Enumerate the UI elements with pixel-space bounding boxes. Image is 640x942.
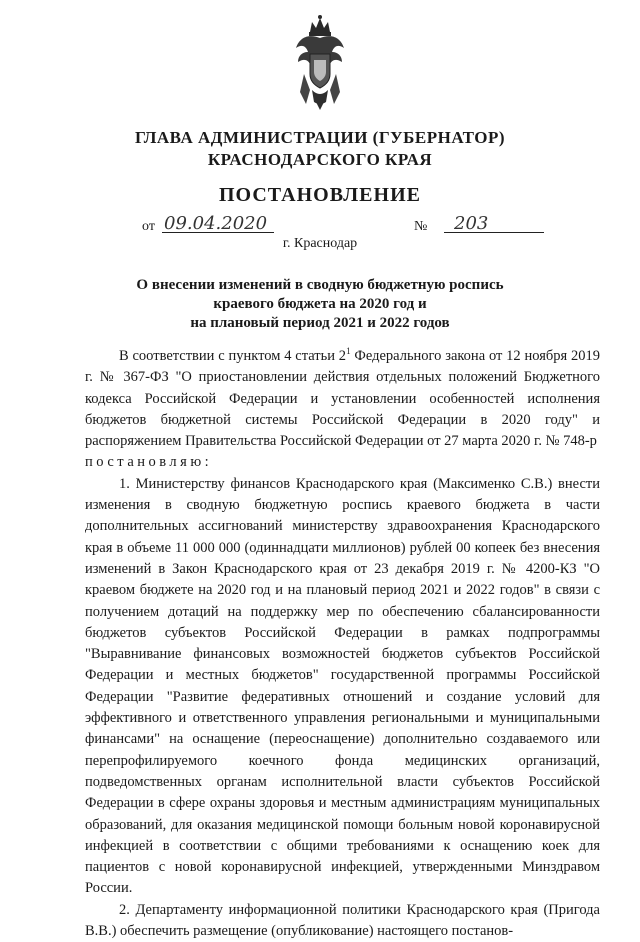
item-2-paragraph: 2. Департаменту информационной политики Краснодарского края (Пригода В.В.) обеспечить размещение (опубликование) настоящего постанов- — [85, 901, 600, 940]
subject-line-3: на плановый период 2021 и 2022 годов — [190, 315, 450, 331]
document-type-title: ПОСТАНОВЛЕНИЕ — [219, 184, 421, 206]
subject-line-1: О внесении изменений в сводную бюджетную роспись — [136, 277, 504, 293]
preamble-text-b: Федерального закона от 12 ноября 2019 г. № 367-ФЗ "О приостановлении действия отдельных положений Бюджетного кодекса Российской Федерации и установлении особенностей исполнения бюджетов бюджетной системы Российской Федерации в 2020 году" и распоряжением Правительства Российской Федерации от 27 марта 2020 г. № 748-р — [85, 348, 600, 450]
document-date — [142, 213, 282, 237]
preamble-text-a: В соответствии с пунктом 4 статьи 2 — [119, 348, 347, 364]
decree-word: постановляю: — [85, 454, 213, 471]
city-line: г. Краснодар — [282, 236, 358, 251]
date-value: 09.04.2020 — [164, 213, 268, 234]
date-underline — [162, 232, 274, 233]
date-label: от — [142, 219, 155, 234]
subject-line-2: краевого бюджета на 2020 год и — [213, 296, 427, 312]
document-number — [414, 213, 554, 237]
item-1-paragraph: 1. Министерству финансов Краснодарского края (Максименко С.В.) внести изменения в сводную бюджетную роспись краевого бюджета в части дополнительных ассигнований министерству здравоохранения Краснодарского края в объеме 11 000 000 (одиннадцати миллионов) рублей 00 копеек без внесения изменений в Закон Краснодарского края от 23 декабря 2019 г. № 4200-КЗ "О краевом бюджете на 2020 год и на плановый период 2021 и 2022 годов" в связи с получением дотаций на поддержку мер по обеспечению сбалансированности бюджетов субъектов Российской Федерации в рамках подпрограммы "Выравнивание финансовых возможностей бюджетов субъектов Российской Федерации и местных бюджетов" государственной программы Российской Федерации "Развитие федеративных отношений и создание условий для эффективного и ответственного управления региональными и муниципальными финансами" на оснащение (переоснащение) дополнительно создаваемого или перепрофилируемого коечного фонда медицинских организаций, подведомственных органам исполнительной власти субъектов Российской Федерации в сфере охраны здоровья и местным администрациям муниципальных образований, для оказания медицинской помощи больным новой коронавирусной инфекцией в соответствии с общими требованиями к оснащению коек для пациентов с новой коронавирусной инфекцией, утвержденными Минздравом России. — [85, 475, 600, 897]
number-value: 203 — [454, 213, 489, 234]
number-underline — [444, 232, 544, 233]
header-line-2: КРАСНОДАРСКОГО КРАЯ — [207, 150, 433, 169]
document-body — [85, 346, 600, 942]
coat-of-arms-emblem — [294, 14, 346, 110]
document-subject — [120, 276, 520, 333]
header-line-1: ГЛАВА АДМИНИСТРАЦИИ (ГУБЕРНАТОР) — [134, 128, 505, 147]
number-label: № — [414, 219, 428, 234]
preamble-superscript: 1 — [346, 346, 351, 357]
preamble-paragraph — [85, 346, 600, 452]
